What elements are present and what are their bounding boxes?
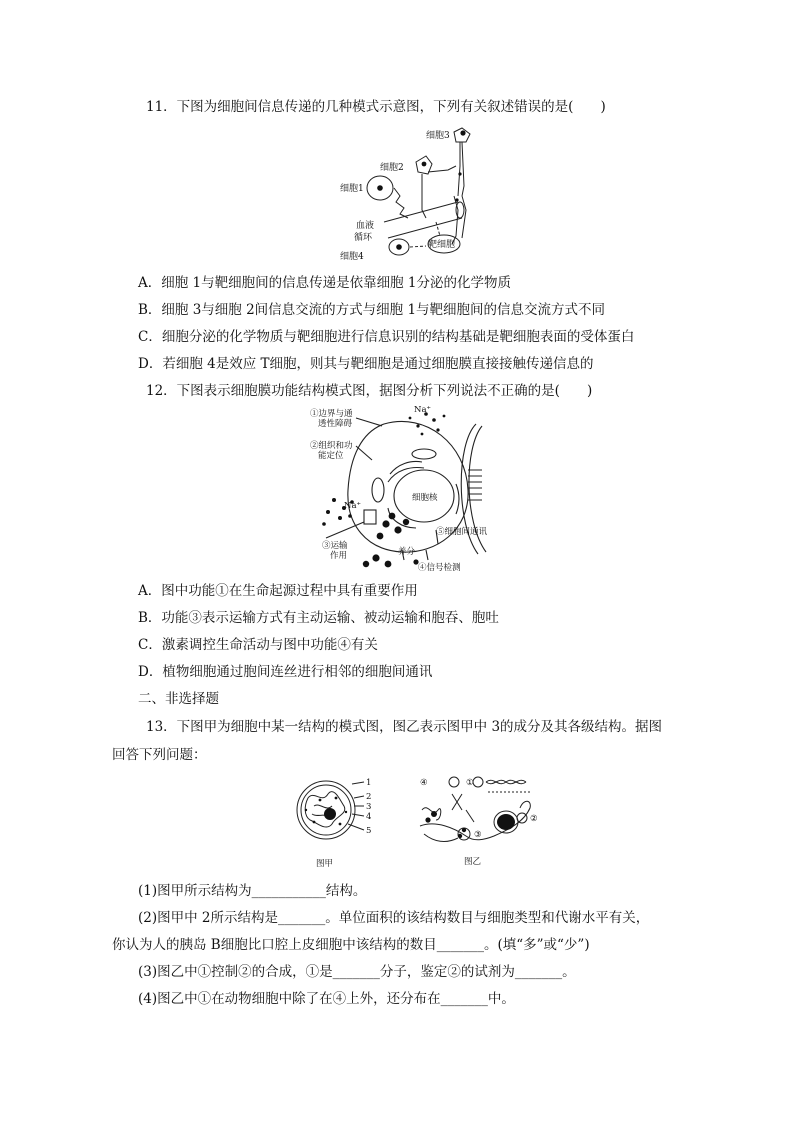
q13-jia-label-5: 5 xyxy=(366,826,372,836)
q12-label-f5: ⑤细胞间通讯 xyxy=(436,527,488,537)
q13-sub2-line2: 你认为人的胰岛 B细胞比口腔上皮细胞中该结构的数目_______。(填“多”或“少”) xyxy=(112,937,590,953)
q11-option-a: A．细胞 1与靶细胞间的信息传递是依靠细胞 1分泌的化学物质 xyxy=(138,275,512,291)
q12-option-a: A．图中功能①在生命起源过程中具有重要作用 xyxy=(138,583,418,599)
q11-figure xyxy=(336,126,486,262)
q11-option-d: D．若细胞 4是效应 T细胞，则其与靶细胞是通过细胞膜直接接触传递信息的 xyxy=(138,356,594,372)
q12-figure xyxy=(306,404,502,574)
q12-label-nutrient: 养分 xyxy=(398,547,416,557)
q12-label-f2b: 能定位 xyxy=(318,451,344,461)
q13-jia-caption: 图甲 xyxy=(316,859,334,869)
q11-label-target: 靶细胞 xyxy=(428,240,456,250)
q11-option-b: B．细胞 3与细胞 2间信息交流的方式与细胞 1与靶细胞间的信息交流方式不同 xyxy=(138,302,606,318)
q12-option-c: C．激素调控生命活动与图中功能④有关 xyxy=(138,637,378,653)
q13-jia-label-2: 2 xyxy=(366,792,372,802)
q12-label-f3b: 作用 xyxy=(330,551,348,561)
q13-yi-caption: 图乙 xyxy=(464,857,482,867)
q12-label-f2a: ②组织和功 xyxy=(310,441,353,451)
q11-label-cell2: 细胞2 xyxy=(380,163,404,173)
q13-stem-line2: 回答下列问题： xyxy=(112,747,207,763)
q12-label-f3a: ③运输 xyxy=(322,541,348,551)
q13-sub1: (1)图甲所示结构为___________结构。 xyxy=(138,883,367,899)
q13-sub3: (3)图乙中①控制②的合成，①是_______分子，鉴定②的试剂为_______。 xyxy=(138,964,576,980)
q13-stem-line1: 13．下图甲为细胞中某一结构的模式图，图乙表示图甲中 3的成分及其各级结构。据图 xyxy=(146,719,663,735)
q13-figure-yi xyxy=(414,774,542,870)
q11-label-cell4: 细胞4 xyxy=(340,252,364,262)
q13-sub2-line1: (2)图甲中 2所示结构是_______。单位面积的该结构数目与细胞类型和代谢水平有关， xyxy=(138,910,650,926)
q12-stem: 12．下图表示细胞膜功能结构模式图，据图分析下列说法不正确的是( ) xyxy=(146,383,593,399)
section-heading: 二、非选择题 xyxy=(138,691,219,707)
q13-yi-label-4: ④ xyxy=(420,778,428,788)
q12-option-d: D．植物细胞通过胞间连丝进行相邻的细胞间通讯 xyxy=(138,664,433,680)
q11-option-c: C．细胞分泌的化学物质与靶细胞进行信息识别的结构基础是靶细胞表面的受体蛋白 xyxy=(138,329,635,345)
q11-label-cell3: 细胞3 xyxy=(426,131,450,141)
q11-label-cell1: 细胞1 xyxy=(340,184,364,194)
q12-label-nucleus: 细胞核 xyxy=(412,493,438,503)
q12-label-na-top: Na⁺ xyxy=(414,405,431,415)
q13-jia-label-3: 3 xyxy=(366,802,372,812)
q11-stem: 11．下图为细胞间信息传递的几种模式示意图，下列有关叙述错误的是( ) xyxy=(146,99,606,115)
q13-figure-jia xyxy=(292,776,376,870)
q12-option-b: B．功能③表示运输方式有主动运输、被动运输和胞吞、胞吐 xyxy=(138,610,499,626)
q13-jia-label-4: 4 xyxy=(366,812,372,822)
q12-label-f1b: 透性障碍 xyxy=(318,419,353,429)
q13-sub4: (4)图乙中①在动物细胞中除了在④上外，还分布在_______中。 xyxy=(138,991,515,1007)
q12-label-na-left: Na⁺ xyxy=(344,501,361,511)
q13-yi-label-3: ③ xyxy=(474,830,482,840)
q13-jia-label-1: 1 xyxy=(366,778,372,788)
q11-label-blood2: 循环 xyxy=(354,233,373,243)
q11-label-blood1: 血液 xyxy=(356,221,375,231)
q12-label-f4: ④信号检测 xyxy=(418,563,461,573)
q12-label-f1a: ①边界与通 xyxy=(310,409,353,419)
q13-yi-label-2: ② xyxy=(530,814,538,824)
q13-yi-label-1: ① xyxy=(466,778,474,788)
